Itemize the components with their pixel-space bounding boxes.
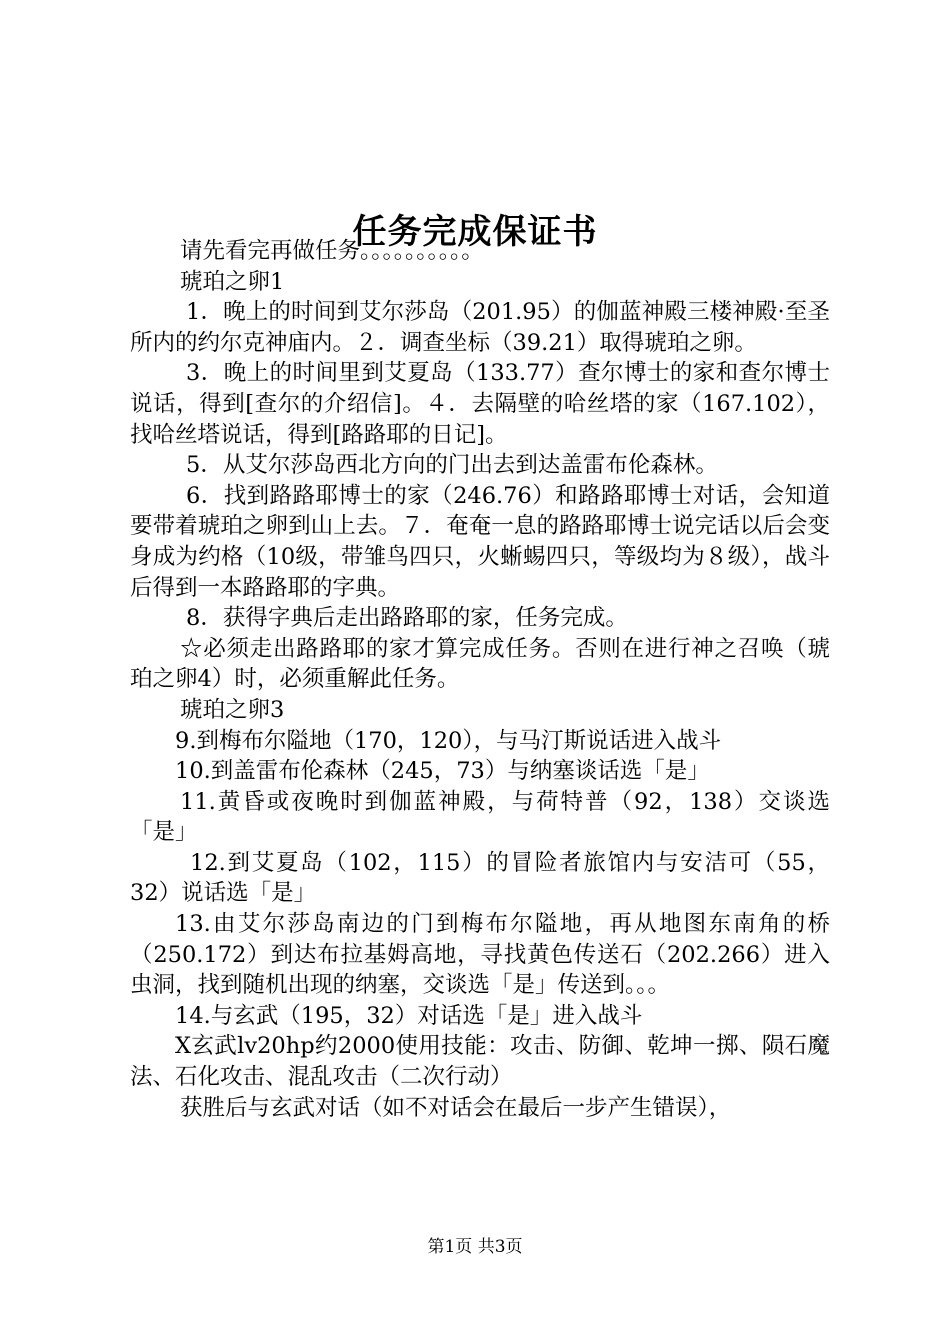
paragraph: 9.到梅布尔隘地（170，120），与马汀斯说话进入战斗: [175, 727, 722, 754]
paragraph: 13.由艾尔莎岛南边的门到梅布尔隘地，再从地图东南角的桥（250.172）到达布拉基姆高地，寻找黄色传送石（202.266）进入虫洞，找到随机出现的纳塞，交谈选「是」传送到。。。: [130, 911, 830, 999]
paragraph: 14.与玄武（195，32）对话选「是」进入战斗: [175, 1002, 643, 1029]
paragraph: ☆必须走出路路耶的家才算完成任务。否则在进行神之召唤（琥珀之卵4）时，必须重解此任务。: [130, 635, 830, 693]
paragraph: 10.到盖雷布伦森林（245，73）与纳塞谈话选「是」: [175, 758, 710, 785]
paragraph: 8．获得字典后走出路路耶的家，任务完成。: [186, 605, 628, 632]
section-heading: 琥珀之卵3: [180, 696, 285, 723]
paragraph: 6．找到路路耶博士的家（246.76）和路路耶博士对话，会知道要带着琥珀之卵到山上去。７．奄奄一息的路路耶博士说完话以后会变身成为约格（10级，带雏鸟四只，火蜥蜴四只，等级均为８级），战斗后得到一本路路耶的字典。: [130, 482, 830, 601]
page-footer: 第1页 共3页: [427, 1237, 523, 1257]
document-title: 任务完成保证书: [352, 211, 598, 252]
paragraph: 11.黄昏或夜晚时到伽蓝神殿，与荷特普（92，138）交谈选「是」: [130, 788, 830, 846]
paragraph: 3．晚上的时间里到艾夏岛（133.77）查尔博士的家和查尔博士说话，得到[查尔的介绍信]。４．去隔壁的哈丝塔的家（167.102），找哈丝塔说话，得到[路路耶的日记]。: [130, 360, 830, 448]
paragraph: 5．从艾尔莎岛西北方向的门出去到达盖雷布伦森林。: [186, 452, 718, 479]
paragraph: 12.到艾夏岛（102，115）的冒险者旅馆内与安洁可（55，32）说话选「是」: [130, 849, 830, 907]
paragraph: 请先看完再做任务。。。。。。。。。。: [180, 238, 484, 264]
paragraph: X玄武lv20hp约2000使用技能：攻击、防御、乾坤一掷、陨石魔法、石化攻击、混乱攻击（二次行动）: [130, 1033, 830, 1091]
document-body: [130, 236, 830, 1123]
paragraph: 1．晚上的时间到艾尔莎岛（201.95）的伽蓝神殿三楼神殿·至圣所内的约尔克神庙内。２．调查坐标（39.21）取得琥珀之卵。: [130, 299, 830, 356]
section-heading: 琥珀之卵1: [180, 268, 285, 295]
paragraph: 获胜后与玄武对话（如不对话会在最后一步产生错误），: [180, 1094, 732, 1121]
